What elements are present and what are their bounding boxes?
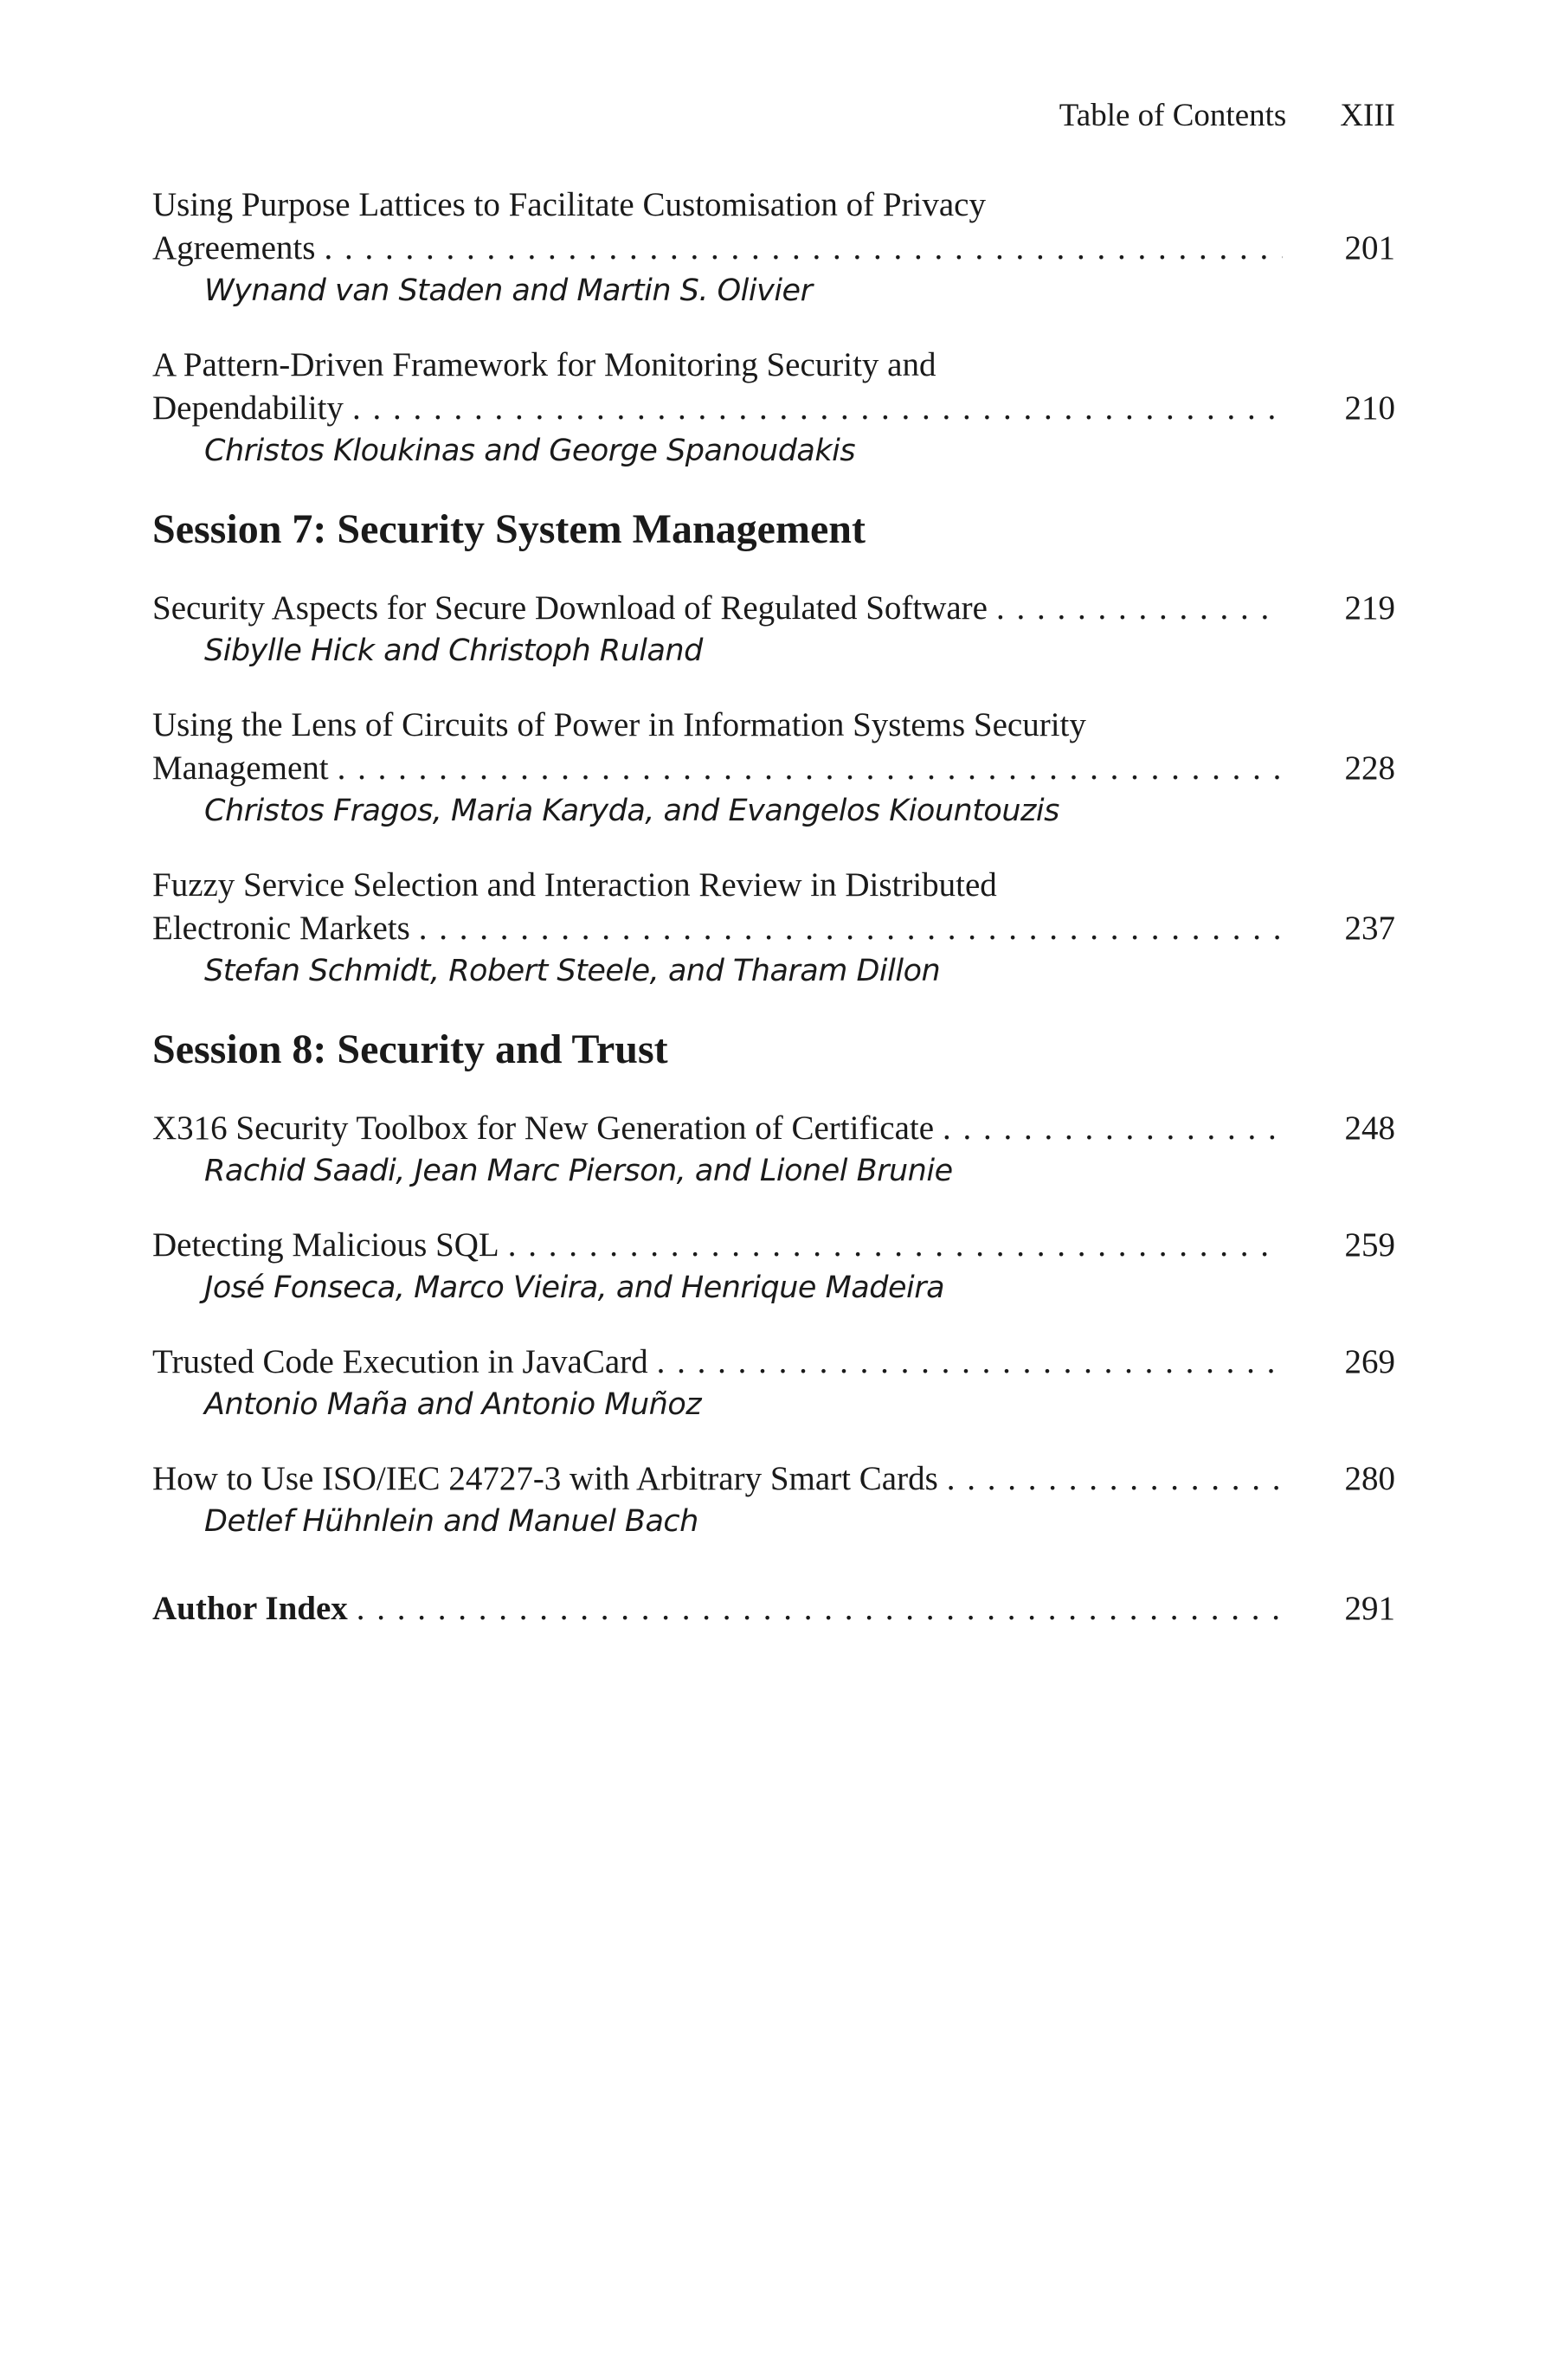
dot-leader (657, 1341, 1283, 1384)
entry-title: Security Aspects for Secure Download of Regulated Software (152, 589, 988, 627)
entry-title-line2 (152, 387, 1395, 430)
entry-title-line1: Using Purpose Lattices to Facilitate Customisation of Privacy (152, 186, 986, 223)
entry-authors: Detlef Hühnlein and Manuel Bach (204, 1504, 698, 1539)
entry-authors: Antonio Maña and Antonio Muñoz (204, 1387, 702, 1422)
entry-title: Trusted Code Execution in JavaCard (152, 1343, 648, 1380)
entry-title-line2 (152, 747, 1395, 790)
toc-entry[interactable] (152, 1457, 1395, 1542)
entry-page-number: 269 (1344, 1343, 1395, 1380)
entry-authors: Wynand van Staden and Martin S. Olivier (204, 273, 813, 308)
entry-title: Detecting Malicious SQL (152, 1226, 499, 1264)
entry-title: X316 Security Toolbox for New Generation of Certificate (152, 1110, 935, 1147)
entry-title-line (152, 587, 1395, 630)
dot-leader (324, 227, 1283, 270)
entry-authors: Christos Fragos, Maria Karyda, and Evangelos Kiountouzis (204, 794, 1059, 828)
author-index-page-number: 291 (1344, 1590, 1395, 1627)
session-7-heading: Session 7: Security System Management (152, 506, 866, 552)
entry-title-line (152, 1107, 1395, 1150)
dot-leader (338, 747, 1283, 790)
toc-entry[interactable] (152, 1107, 1395, 1192)
entry-page-number: 280 (1344, 1460, 1395, 1497)
entry-authors: Stefan Schmidt, Robert Steele, and Tharam Dillon (204, 954, 941, 988)
dot-leader (508, 1224, 1283, 1267)
toc-entry[interactable] (152, 344, 1395, 472)
toc-entry[interactable] (152, 1341, 1395, 1425)
entry-title-line1: A Pattern-Driven Framework for Monitoring Security and (152, 346, 936, 383)
entry-page-number: 210 (1344, 389, 1395, 427)
toc-entry[interactable] (152, 183, 1395, 312)
entry-title-end: Management (152, 749, 329, 787)
entry-title-line2 (152, 907, 1395, 950)
entry-authors: José Fonseca, Marco Vieira, and Henrique Madeira (204, 1270, 945, 1305)
toc-entry[interactable] (152, 704, 1395, 832)
toc-entry[interactable] (152, 1224, 1395, 1309)
entry-page-number: 219 (1344, 589, 1395, 627)
dot-leader (996, 587, 1283, 630)
dot-leader (943, 1107, 1283, 1150)
entry-authors: Christos Kloukinas and George Spanoudakis (204, 434, 856, 468)
entry-page-number: 248 (1344, 1110, 1395, 1147)
entry-title-end: Agreements (152, 229, 316, 267)
table-of-contents (152, 183, 1395, 1631)
entry-title-line1: Using the Lens of Circuits of Power in Information Systems Security (152, 706, 1086, 743)
entry-title-end: Electronic Markets (152, 910, 410, 947)
entry-page-number: 259 (1344, 1226, 1395, 1264)
entry-authors: Rachid Saadi, Jean Marc Pierson, and Lionel Brunie (204, 1154, 953, 1188)
entry-title-line2 (152, 227, 1395, 270)
entry-page-number: 237 (1344, 910, 1395, 947)
entry-title-line (152, 1457, 1395, 1501)
session-8-heading: Session 8: Security and Trust (152, 1026, 668, 1072)
dot-leader (419, 907, 1283, 950)
header-title: Table of Contents (1059, 98, 1287, 133)
entry-title: How to Use ISO/IEC 24727-3 with Arbitrary Smart Cards (152, 1460, 938, 1497)
entry-page-number: 228 (1344, 749, 1395, 787)
dot-leader (947, 1457, 1283, 1501)
author-index-entry[interactable] (152, 1587, 1395, 1631)
running-header (152, 97, 1395, 140)
dot-leader (352, 387, 1283, 430)
entry-page-number: 201 (1344, 229, 1395, 267)
dot-leader (357, 1587, 1283, 1631)
header-page-number: XIII (1340, 98, 1395, 133)
entry-title-line (152, 1224, 1395, 1267)
entry-title-end: Dependability (152, 389, 344, 427)
toc-entry[interactable] (152, 587, 1395, 672)
entry-title-line1: Fuzzy Service Selection and Interaction Review in Distributed (152, 866, 997, 904)
toc-entry[interactable] (152, 864, 1395, 992)
entry-authors: Sibylle Hick and Christoph Ruland (204, 634, 703, 668)
author-index-label: Author Index (152, 1590, 348, 1627)
entry-title-line (152, 1341, 1395, 1384)
